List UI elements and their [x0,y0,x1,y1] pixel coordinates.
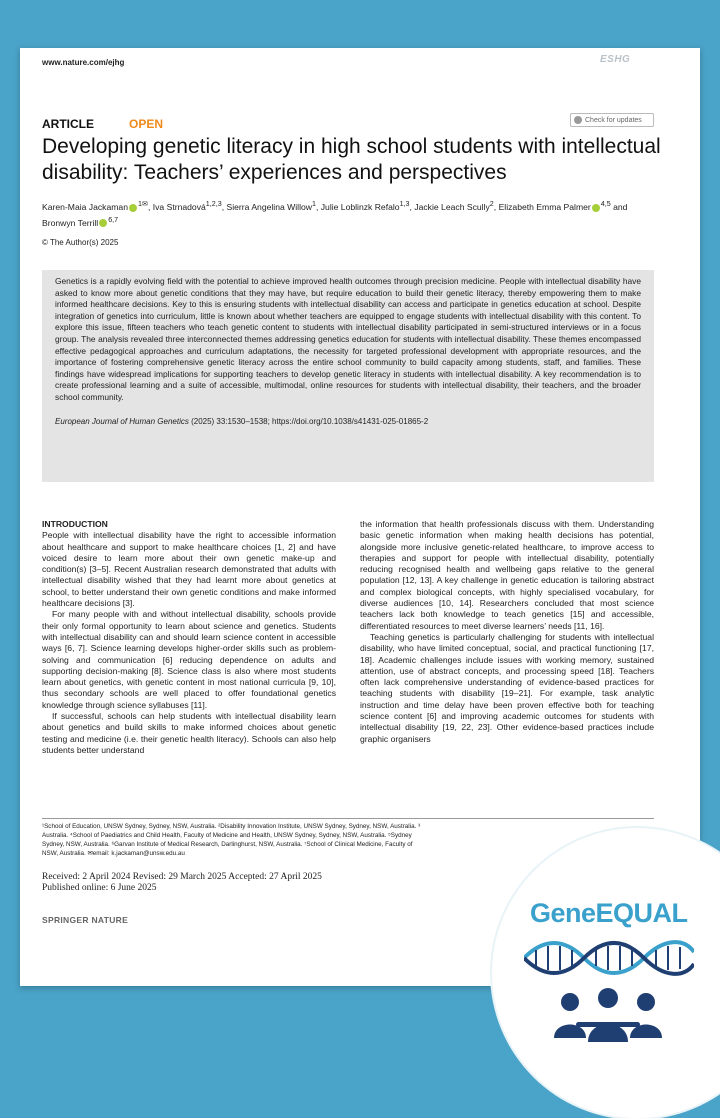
affiliation-line: Australia. ⁴School of Paediatrics and Child Health, Faculty of Medicine and Health, UNSW Sydney, Sydney, NSW, Australia. ⁵Sydney [42,832,412,839]
journal-url[interactable]: www.nature.com/ejhg [42,58,125,67]
citation-journal: European Journal of Human Genetics [55,416,189,426]
affiliation-line: NSW, Australia. ✉email: k.jackaman@unsw.edu.au [42,850,185,857]
citation-details[interactable]: (2025) 33:1530–1538; https://doi.org/10.1038/s41431-025-01865-2 [188,416,429,426]
paragraph: For many people with and without intellectual disability, schools provide their only formal opportunity to learn about science and genetics. Students with intellectual disability can and should learn science content in accessible ways [6, 7]. Science learning develops higher-order skills such as problem-solving and communication [6] reducing dependence on adults and supporting decision-making [8]. Science class is also where most students learn about genetics, with genetic content in most national curricula [9, 10], thus secondary schools are well placed to offer foundational genetics knowledge through science syllabuses [11]. [42,609,336,710]
footnote-divider [42,818,654,819]
article-title: Developing genetic literacy in high school students with intellectual disability: Teachers’ experiences and perspectives [42,135,661,184]
paragraph: the information that health professionals discuss with them. Understanding basic genetic information when making health decisions has potential, alongside more inclusive genetic-related healthcare, to improve access to therapies and support for people with intellectual disability, potentially reducing recognised health and wellbeing gaps relative to the general population [12, 13]. A key challenge in genetic education is tailoring abstract and complex biological concepts, with highly specialised vocabulary, for diverse audiences [10, 14]. Researchers concluded that most science teachers lack both knowledge to teach genetics [15] and accessible, differentiated resources to meet diverse learners’ needs [11, 16]. [360,519,654,631]
author-list: Karen-Maia Jackaman $^{1✉}$, Iva Strnadová$^{1,2,3}$, Sierra Angelina Willow$^1$, Julie Loblinzk Refalo$^{1,3}$, Jackie Leach Scully$^2$, Elizabeth Emma Palmer $^{4,5}$ and Bronwyn Terrill $^{6,7}$ [42,200,628,228]
geneequal-logo-text: GeneEQUAL [530,898,688,928]
orcid-icon[interactable] [99,219,107,227]
author-affiliation: 1 [311,200,316,208]
publication-dates [42,872,322,894]
people-group-icon [550,988,666,1046]
paragraph: Teaching genetics is particularly challenging for students with intellectual disability, who have limited conceptual, social, and practical functioning [17, 18]. Academic challenges include issues with working memory, sustained attention, use of abstract concepts, and processing speed [18]. Teachers often lack comprehensive understanding of evidence-based practices for teaching students with disability [19–21]. For example, task analytic instruction and time delay have been proven effective both for teaching science content [6] and improving academic outcomes for students with intellectual disability [19, 22, 23]. Other evidence-based practices include graphic organisers [360,631,654,744]
eshg-logo: ESHG [600,54,631,65]
affiliation-line: Sydney, NSW, Australia. ⁶Garvan Institute of Medical Research, Darlinghurst, NSW, Australia. ⁷School of Clinical Medicine, Faculty of [42,841,413,848]
check-updates-icon [574,116,582,124]
author-name[interactable]: Bronwyn Terrill [42,217,99,228]
copyright: © The Author(s) 2025 [42,238,119,247]
author-name[interactable]: Karen-Maia Jackaman [42,201,128,212]
author-name[interactable]: Iva Strnadová [152,201,206,212]
paragraph: If successful, schools can help students with intellectual disability learn about genetics and build skills to make informed choices about genetic testing and medicine (i.e. their genetic health literacy). Schools can also help students better understand [42,711,336,755]
check-updates-button[interactable] [570,113,654,127]
springer-nature-logo: SPRINGER NATURE [42,915,129,925]
published-date: Published online: 6 June 2025 [42,883,157,893]
orcid-icon[interactable] [592,204,600,212]
author-affiliation: 1✉ [137,200,148,208]
check-updates-label: Check for updates [585,116,642,124]
orcid-icon[interactable] [129,204,137,212]
body-column-right [360,519,654,745]
affiliation-line: ¹School of Education, UNSW Sydney, Sydney, NSW, Australia. ²Disability Innovation Institute, UNSW Sydney, Sydney, NSW, Australia. ³ [42,823,421,830]
author-name[interactable]: Sierra Angelina Willow [226,201,312,212]
author-name[interactable]: Elizabeth Emma Palmer [498,201,591,212]
author-name[interactable]: Julie Loblinzk Refalo [320,201,400,212]
author-affiliation: 1,3 [399,200,410,208]
author-name[interactable]: Jackie Leach Scully [414,201,490,212]
abstract-text: Genetics is a rapidly evolving field with the potential to achieve improved health outcomes through precision medicine. People with intellectual disability have asked to know more about genetic conditions that they may have, but require education to build their genetic literacy, thereby empowering them to make informed healthcare decisions. Key to this is ensuring students with intellectual disability can access and participate in genetics education at school. Despite integration of genetics into curriculum, little is known about whether teachers are equipped to engage students with intellectual disability with this content. To explore this issue, fifteen teachers who teach genetic content to students with intellectual disability participated in semi-structured interviews or in a focus group. The analysis revealed three interconnected themes addressing genetics education for students with intellectual disability. These themes encompassed effective pedagogical approaches and curriculum adaptations, the necessity for targeted professional development with appropriate resources, and the importance of fostering comprehensive genetic literacy across the entire school community to build capacity among students, staff, and families. These findings have widespread implications for supporting teachers to develop genetic literacy in students with intellectual disability. A key recommendation is to create professional learning and a suite of accessible, multimodal, online resources for students with intellectual disability, their teachers, and the broader school community. [55,276,641,402]
dna-helix-icon [524,938,694,978]
received-dates: Received: 2 April 2024 Revised: 29 March 2025 Accepted: 27 April 2025 [42,872,322,882]
open-access-label: OPEN [129,117,164,131]
author-affiliation: 2 [489,200,494,208]
author-affiliation: 6,7 [108,215,119,224]
author-affiliation: 1,2,3 [205,200,222,208]
abstract-box [42,270,654,482]
body-column-left [42,519,336,756]
section-heading: INTRODUCTION [42,519,108,529]
article-type: ARTICLE [42,117,94,131]
author-affiliation: 4,5 [600,200,611,208]
citation [55,416,641,428]
affiliations [42,822,512,858]
paragraph: People with intellectual disability have the right to accessible information about healthcare and support to make healthcare choices [1, 2] and have voiced desire to learn more about their own genetic make-up and condition(s) [3–5]. Recent Australian research demonstrated that adults with intellectual disability wished that they had learnt more about genetics at school, to better understand their own genetic conditions and make informed healthcare decisions [3]. [42,530,336,609]
